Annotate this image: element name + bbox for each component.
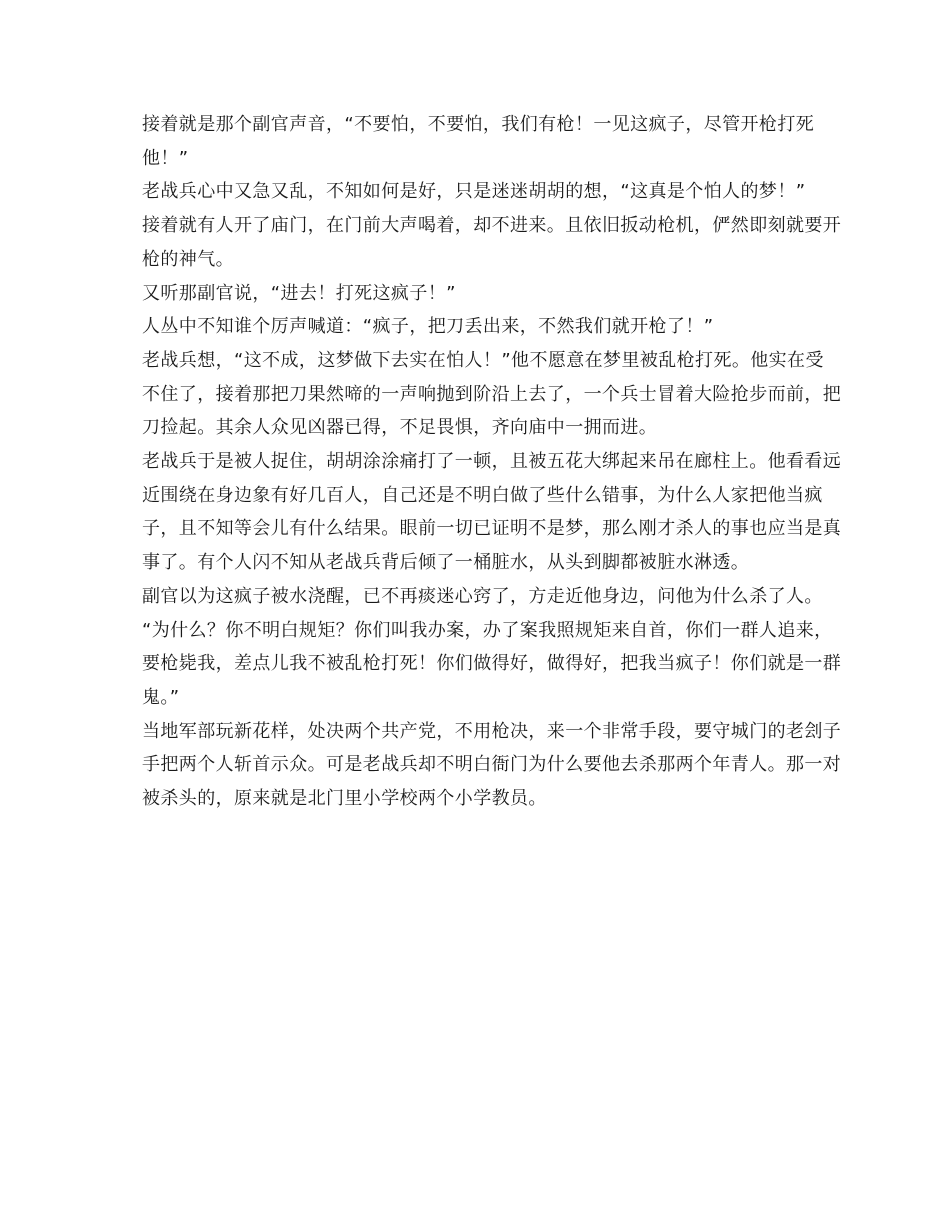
paragraph: 接着就有人开了庙门，在门前大声喝着，却不进来。且依旧扳动枪机，俨然即刻就要开枪的神气。 [142, 215, 842, 270]
body-text [142, 108, 842, 816]
paragraph: 副官以为这疯子被水浇醒，已不再痰迷心窍了，方走近他身边，问他为什么杀了人。 [142, 585, 823, 607]
paragraph: 老战兵想，“这不成，这梦做下去实在怕人！”他不愿意在梦里被乱枪打死。他实在受不住了，接着那把刀果然啼的一声响抛到阶沿上去了，一个兵士冒着大险抢步而前，把刀捡起。其余人众见凶器已得，不足畏惧，齐向庙中一拥而进。 [142, 349, 842, 439]
paragraph: 老战兵于是被人捉住，胡胡涂涂痛打了一顿，且被五花大绑起来吊在廊柱上。他看看远近围绕在身边象有好几百人，自己还是不明白做了些什么错事，为什么人家把他当疯子，且不知等会儿有什么结果。眼前一切已证明不是梦，那么刚才杀人的事也应当是真事了。有个人闪不知从老战兵背后倾了一桶脏水，从头到脚都被脏水淋透。 [142, 451, 842, 574]
paragraph: “为什么？你不明白规矩？你们叫我办案，办了案我照规矩来自首，你们一群人追来，要枪毙我，差点儿我不被乱枪打死！你们做得好，做得好，把我当疯子！你们就是一群鬼。” [142, 619, 842, 708]
paragraph: 人丛中不知谁个厉声喊道：“疯子，把刀丢出来，不然我们就开枪了！” [142, 316, 714, 338]
paragraph: 接着就是那个副官声音，“不要怕，不要怕，我们有枪！一见这疯子，尽管开枪打死他！” [142, 114, 815, 169]
paragraph: 又听那副官说，“进去！打死这疯子！” [142, 282, 456, 304]
paragraph: 老战兵心中又急又乱，不知如何是好，只是迷迷胡胡的想，“这真是个怕人的梦！” [142, 181, 806, 203]
paragraph: 当地军部玩新花样，处决两个共产党，不用枪决，来一个非常手段，要守城门的老刽子手把两个人斩首示众。可是老战兵却不明白衙门为什么要他去杀那两个年青人。那一对被杀头的，原来就是北门里小学校两个小学教员。 [142, 720, 842, 810]
